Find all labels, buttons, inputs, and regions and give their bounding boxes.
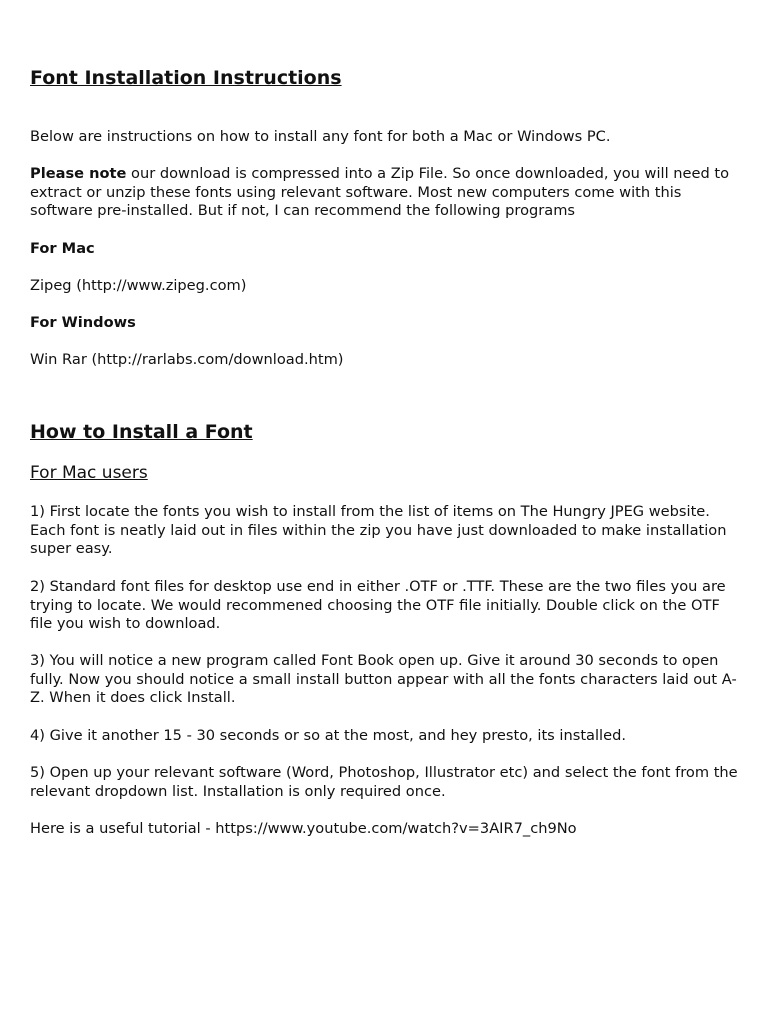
note-text: our download is compressed into a Zip File. So once downloaded, you will need to extract or unzip these fonts using relevant software. Most new computers come with this software pre-installed. But if not, I can recommend the following programs — [30, 165, 730, 220]
step-1: 1) First locate the fonts you wish to install from the list of items on The Hungry JPEG website. Each font is neatly laid out in files within the zip you have just downloaded to make installation super easy. — [30, 503, 727, 558]
step-2: 2) Standard font files for desktop use end in either .OTF or .TTF. These are the two files you are trying to locate. We would recommened choosing the OTF file initially. Double click on the OTF file you wish to download. — [30, 578, 726, 633]
mac-program: Zipeg (http://www.zipeg.com) — [30, 277, 247, 294]
tutorial-link: Here is a useful tutorial - https://www.youtube.com/watch?v=3AIR7_ch9No — [30, 820, 577, 837]
step-5: 5) Open up your relevant software (Word, Photoshop, Illustrator etc) and select the font from the relevant dropdown list. Installation is only required once. — [30, 764, 738, 800]
note-paragraph — [30, 165, 742, 221]
step-4: 4) Give it another 15 - 30 seconds or so at the most, and hey presto, its installed. — [30, 727, 626, 744]
windows-heading: For Windows — [30, 314, 136, 331]
mac-heading: For Mac — [30, 240, 95, 257]
mac-users-subtitle: For Mac users — [30, 463, 148, 483]
intro-paragraph: Below are instructions on how to install any font for both a Mac or Windows PC. — [30, 128, 611, 145]
document-title: Font Installation Instructions — [30, 67, 342, 89]
step-3: 3) You will notice a new program called Font Book open up. Give it around 30 seconds to open fully. Now you should notice a small install button appear with all the fonts characters laid out A-Z. When it does click Install. — [30, 652, 737, 707]
install-title: How to Install a Font — [30, 421, 253, 443]
windows-program: Win Rar (http://rarlabs.com/download.htm) — [30, 351, 344, 368]
note-label: Please note — [30, 165, 127, 182]
